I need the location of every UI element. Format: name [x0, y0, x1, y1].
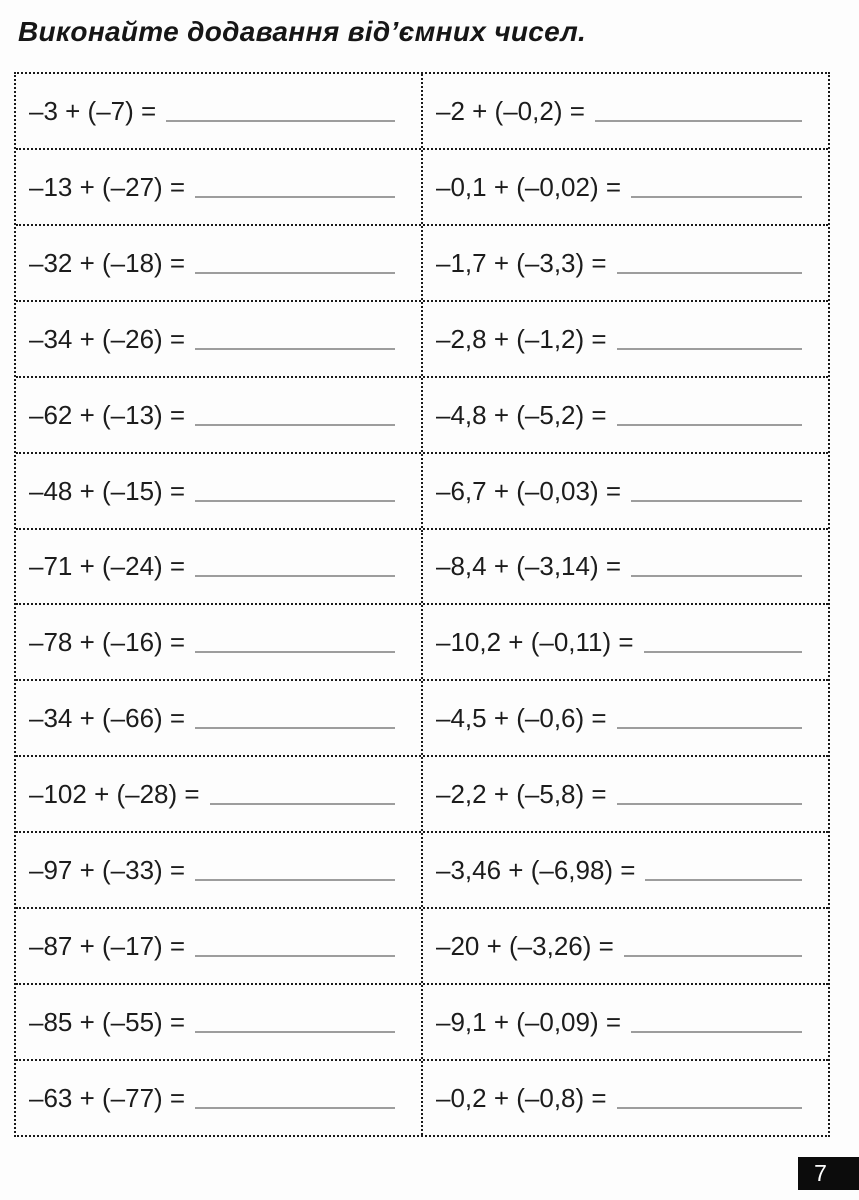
table-row [16, 150, 828, 226]
table-row [16, 833, 828, 909]
exercise-cell [423, 530, 828, 604]
answer-blank [645, 879, 802, 881]
answer-blank [617, 348, 802, 350]
exercise-cell [423, 150, 828, 224]
expression: –3,46 + (–6,98) = [436, 855, 636, 886]
answer-blank [195, 651, 395, 653]
exercise-cell [16, 530, 423, 604]
page-number-badge [798, 1157, 859, 1190]
page-title: Виконайте додавання від’ємних чисел. [18, 16, 587, 47]
exercise-cell [423, 302, 828, 376]
exercise-cell [423, 454, 828, 528]
answer-blank [631, 196, 802, 198]
exercise-cell [423, 378, 828, 452]
expression: –4,8 + (–5,2) = [436, 399, 607, 430]
answer-blank [631, 575, 802, 577]
answer-blank [195, 348, 395, 350]
answer-blank [195, 424, 395, 426]
answer-blank [595, 120, 802, 122]
exercise-cell [16, 74, 423, 148]
expression: –20 + (–3,26) = [436, 931, 614, 962]
exercise-cell [423, 757, 828, 831]
table-row [16, 302, 828, 378]
answer-blank [195, 1031, 395, 1033]
answer-blank [617, 1107, 802, 1109]
exercise-cell [423, 985, 828, 1059]
answer-blank [195, 727, 395, 729]
table-row [16, 530, 828, 606]
exercise-cell [16, 909, 423, 983]
exercise-cell [423, 681, 828, 755]
answer-blank [644, 651, 802, 653]
expression: –1,7 + (–3,3) = [436, 247, 607, 278]
answer-blank [195, 575, 395, 577]
exercise-cell [16, 681, 423, 755]
expression: –63 + (–77) = [29, 1082, 186, 1113]
expression: –102 + (–28) = [29, 779, 200, 810]
table-row [16, 909, 828, 985]
exercise-cell [16, 1061, 423, 1135]
table-row [16, 681, 828, 757]
answer-blank [166, 120, 395, 122]
expression: –48 + (–15) = [29, 475, 186, 506]
answer-blank [624, 955, 802, 957]
exercise-cell [16, 378, 423, 452]
expression: –8,4 + (–3,14) = [436, 551, 622, 582]
expression: –2,8 + (–1,2) = [436, 323, 607, 354]
expression: –87 + (–17) = [29, 931, 186, 962]
expression: –0,2 + (–0,8) = [436, 1082, 607, 1113]
answer-blank [195, 879, 395, 881]
expression: –71 + (–24) = [29, 551, 186, 582]
answer-blank [195, 1107, 395, 1109]
answer-blank [617, 272, 802, 274]
exercise-cell [423, 226, 828, 300]
expression: –9,1 + (–0,09) = [436, 1007, 622, 1038]
exercise-cell [16, 985, 423, 1059]
expression: –34 + (–66) = [29, 703, 186, 734]
expression: –85 + (–55) = [29, 1007, 186, 1038]
answer-blank [617, 727, 802, 729]
expression: –4,5 + (–0,6) = [436, 703, 607, 734]
answer-blank [617, 803, 802, 805]
expression: –78 + (–16) = [29, 627, 186, 658]
exercise-cell [16, 833, 423, 907]
expression: –13 + (–27) = [29, 171, 186, 202]
exercise-cell [16, 454, 423, 528]
table-row [16, 605, 828, 681]
expression: –32 + (–18) = [29, 247, 186, 278]
table-row [16, 74, 828, 150]
table-row [16, 1061, 828, 1135]
table-row [16, 757, 828, 833]
expression: –3 + (–7) = [29, 95, 157, 126]
exercise-table [14, 72, 830, 1137]
table-row [16, 378, 828, 454]
page-number: 7 [814, 1160, 827, 1186]
table-row [16, 454, 828, 530]
answer-blank [195, 272, 395, 274]
answer-blank [195, 196, 395, 198]
answer-blank [210, 803, 395, 805]
exercise-cell [16, 302, 423, 376]
exercise-cell [423, 605, 828, 679]
answer-blank [617, 424, 802, 426]
exercise-cell [423, 909, 828, 983]
answer-blank [195, 500, 395, 502]
answer-blank [195, 955, 395, 957]
expression: –62 + (–13) = [29, 399, 186, 430]
exercise-cell [16, 226, 423, 300]
exercise-cell [423, 1061, 828, 1135]
table-row [16, 226, 828, 302]
expression: –34 + (–26) = [29, 323, 186, 354]
exercise-cell [16, 757, 423, 831]
answer-blank [631, 1031, 802, 1033]
exercise-cell [423, 74, 828, 148]
expression: –97 + (–33) = [29, 855, 186, 886]
table-row [16, 985, 828, 1061]
answer-blank [631, 500, 802, 502]
expression: –0,1 + (–0,02) = [436, 171, 622, 202]
exercise-cell [423, 833, 828, 907]
expression: –2,2 + (–5,8) = [436, 779, 607, 810]
exercise-cell [16, 605, 423, 679]
expression: –10,2 + (–0,11) = [436, 627, 634, 658]
exercise-cell [16, 150, 423, 224]
expression: –6,7 + (–0,03) = [436, 475, 622, 506]
expression: –2 + (–0,2) = [436, 95, 585, 126]
